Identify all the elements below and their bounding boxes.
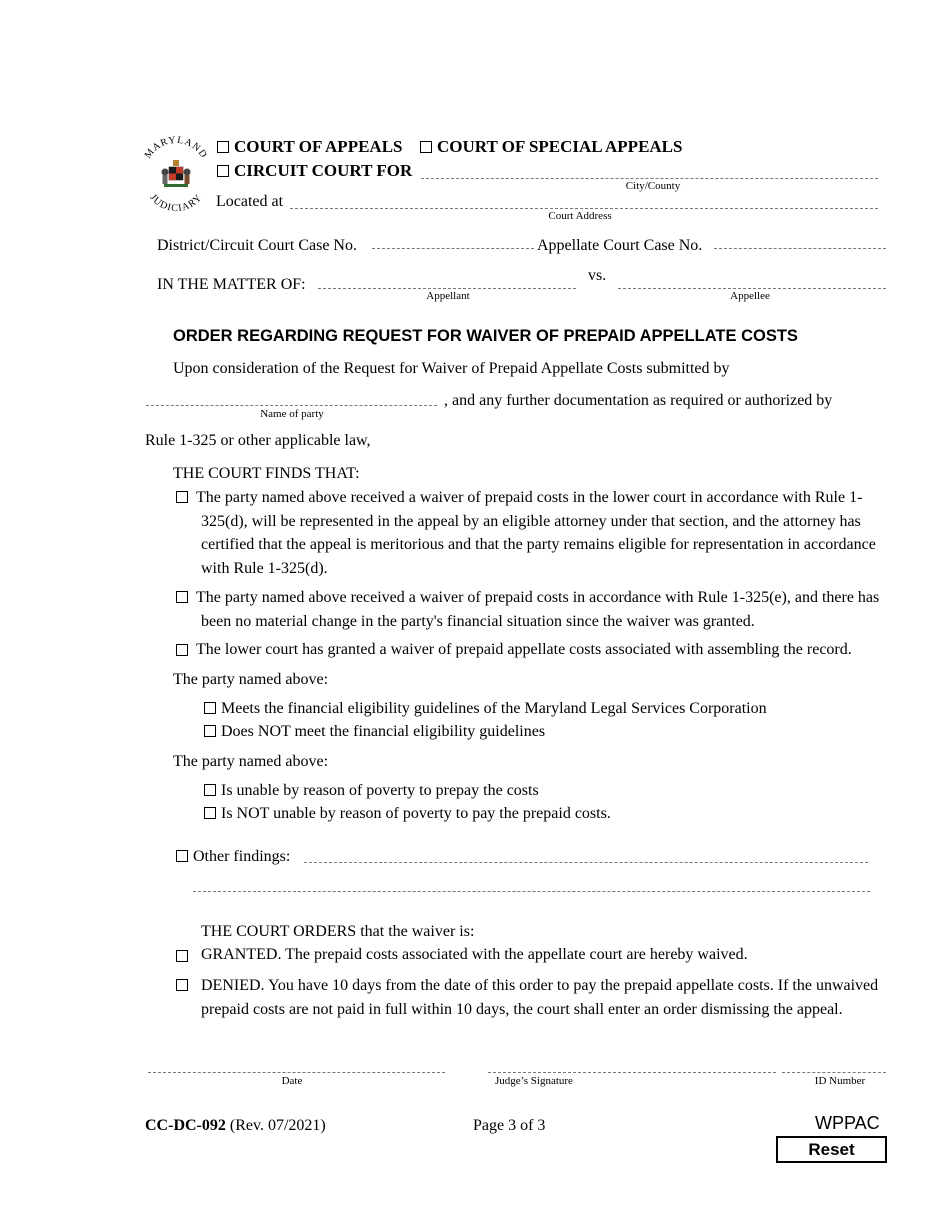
reset-button[interactable]: Reset bbox=[776, 1136, 887, 1163]
denied-text: DENIED. You have 10 days from the date of this order to pay the prepaid appellate costs. If the unwaived prepaid costs are not paid in full within 10 days, the court shall enter an order dismissing the appeal. bbox=[201, 977, 879, 1018]
seal-top-text: MARYLAND bbox=[142, 134, 210, 161]
finding-1-text: The party named above received a waiver of prepaid costs in the lower court in accordance with Rule 1-325(d), will be represented in the appeal by an eligible attorney under that section, and the attorney has certified that the appeal is meritorious and that the party remains eligible for representation in accordance with Rule 1-325(d). bbox=[196, 489, 876, 577]
name-of-party-label: Name of party bbox=[260, 408, 324, 420]
district-case-no-field[interactable] bbox=[372, 248, 534, 249]
finding-3-text: The lower court has granted a waiver of prepaid appellate costs associated with assembling the record. bbox=[196, 641, 852, 658]
other-findings-checkbox[interactable] bbox=[176, 850, 188, 862]
page-title: ORDER REGARDING REQUEST FOR WAIVER OF PREPAID APPELLATE COSTS bbox=[173, 327, 798, 345]
meets-guidelines-option: Meets the financial eligibility guidelines of the Maryland Legal Services Corporation bbox=[204, 699, 767, 719]
court-address-field[interactable] bbox=[290, 208, 878, 209]
findings-heading: THE COURT FINDS THAT: bbox=[173, 465, 360, 482]
appellant-label: Appellant bbox=[426, 290, 470, 302]
court-of-special-appeals-checkbox[interactable] bbox=[420, 141, 432, 153]
date-label: Date bbox=[281, 1075, 303, 1087]
form-code: WPPAC bbox=[815, 1113, 880, 1133]
form-revision: (Rev. 07/2021) bbox=[229, 1117, 326, 1134]
in-the-matter-of-label: IN THE MATTER OF: bbox=[157, 276, 306, 293]
judge-signature-label: Judge’s Signature bbox=[495, 1075, 573, 1087]
finding-1-checkbox[interactable] bbox=[176, 491, 188, 503]
finding-3-checkbox[interactable] bbox=[176, 644, 188, 656]
circuit-court-checkbox[interactable] bbox=[217, 165, 229, 177]
located-at-label: Located at bbox=[216, 193, 284, 210]
unable-checkbox[interactable] bbox=[204, 784, 216, 796]
denied-checkbox[interactable] bbox=[176, 979, 188, 991]
meets-guidelines-checkbox[interactable] bbox=[204, 702, 216, 714]
granted-text: GRANTED. The prepaid costs associated with the appellate court are hereby waived. bbox=[201, 946, 748, 963]
page-number: Page 3 of 3 bbox=[473, 1117, 546, 1134]
seal-bottom-text: JUDICIARY bbox=[147, 192, 205, 215]
appellee-label: Appellee bbox=[730, 290, 770, 302]
court-of-special-appeals-option: COURT OF SPECIAL APPEALS bbox=[420, 137, 682, 157]
intro-line-1: Upon consideration of the Request for Waiver of Prepaid Appellate Costs submitted by bbox=[173, 360, 730, 377]
finding-2-checkbox-wrap bbox=[176, 589, 193, 607]
court-of-appeals-checkbox[interactable] bbox=[217, 141, 229, 153]
not-unable-checkbox[interactable] bbox=[204, 807, 216, 819]
does-not-meet-checkbox[interactable] bbox=[204, 725, 216, 737]
intro-line-3: Rule 1-325 or other applicable law, bbox=[145, 432, 371, 449]
granted-checkbox-wrap bbox=[176, 948, 193, 966]
intro-line-2: , and any further documentation as required or authorized by bbox=[444, 392, 833, 409]
appellee-field[interactable] bbox=[618, 288, 886, 289]
not-unable-option: Is NOT unable by reason of poverty to pay the prepaid costs. bbox=[204, 804, 611, 824]
party-named-above-2: The party named above: bbox=[173, 753, 329, 770]
coat-of-arms-icon bbox=[162, 160, 191, 187]
finding-1-checkbox-wrap bbox=[176, 489, 193, 507]
orders-heading: THE COURT ORDERS that the waiver is: bbox=[201, 923, 475, 940]
denied-checkbox-wrap bbox=[176, 977, 193, 995]
vs-label: vs. bbox=[588, 267, 607, 284]
maryland-judiciary-seal bbox=[140, 133, 212, 217]
district-case-no-label: District/Circuit Court Case No. bbox=[157, 237, 357, 254]
other-findings-field-2[interactable] bbox=[193, 891, 870, 892]
other-findings-option: Other findings: bbox=[176, 847, 290, 867]
city-county-field[interactable] bbox=[421, 178, 878, 179]
date-field[interactable] bbox=[148, 1072, 445, 1073]
city-county-label: City/County bbox=[625, 180, 681, 192]
finding-2-checkbox[interactable] bbox=[176, 591, 188, 603]
party-named-above-1: The party named above: bbox=[173, 671, 329, 688]
does-not-meet-option: Does NOT meet the financial eligibility guidelines bbox=[204, 722, 545, 742]
finding-3-checkbox-wrap bbox=[176, 642, 193, 660]
circuit-court-option: CIRCUIT COURT FOR bbox=[217, 161, 412, 181]
court-of-appeals-option: COURT OF APPEALS bbox=[217, 137, 402, 157]
form-id bbox=[145, 1116, 326, 1136]
unable-option: Is unable by reason of poverty to prepay the costs bbox=[204, 781, 539, 801]
court-address-label: Court Address bbox=[548, 210, 612, 222]
granted-checkbox[interactable] bbox=[176, 950, 188, 962]
name-of-party-field[interactable] bbox=[146, 405, 437, 406]
appellate-case-no-field[interactable] bbox=[714, 248, 886, 249]
finding-2-text: The party named above received a waiver of prepaid costs in accordance with Rule 1-325(e), and there has been no material change in the party's financial situation since the waiver was granted. bbox=[196, 589, 880, 630]
id-number-label: ID Number bbox=[814, 1075, 866, 1087]
judge-signature-field[interactable] bbox=[488, 1072, 776, 1073]
appellate-case-no-label: Appellate Court Case No. bbox=[537, 237, 703, 254]
form-number: CC-DC-092 bbox=[145, 1117, 226, 1134]
other-findings-field-1[interactable] bbox=[304, 862, 868, 863]
svg-text:MARYLAND bbox=[143, 135, 210, 161]
svg-text:JUDICIARY bbox=[147, 192, 204, 214]
id-number-field[interactable] bbox=[782, 1072, 886, 1073]
appellant-field[interactable] bbox=[318, 288, 576, 289]
